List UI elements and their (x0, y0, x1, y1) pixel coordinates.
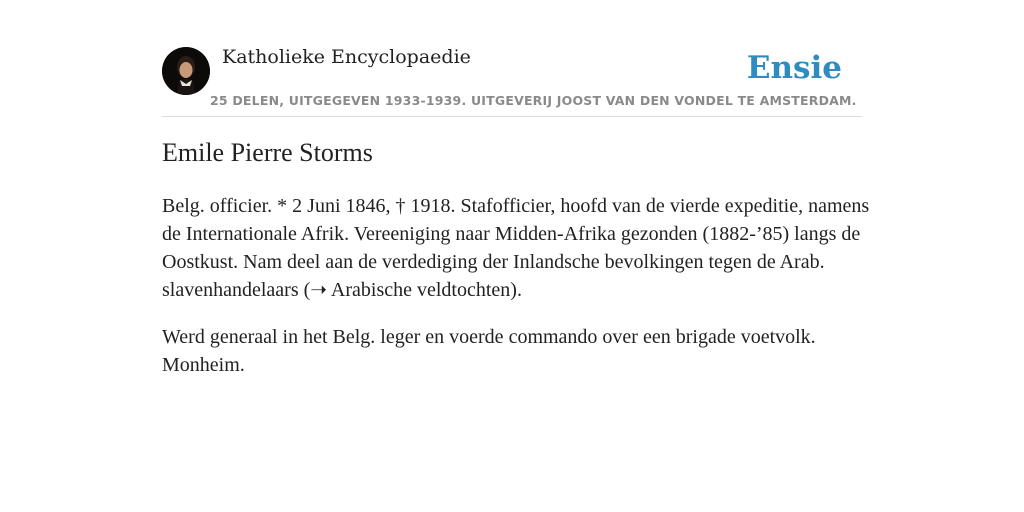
article-title: Emile Pierre Storms (162, 138, 373, 167)
article-body (162, 192, 874, 398)
portrait-icon (162, 47, 210, 95)
site-header (162, 46, 862, 117)
brand-logo-link[interactable]: Ensie (746, 50, 842, 86)
publication-avatar[interactable] (162, 47, 210, 95)
publication-title-link[interactable]: Katholieke Encyclopaedie (222, 46, 471, 68)
publication-subtitle: 25 DELEN, UITGEGEVEN 1933-1939. UITGEVERIJ JOOST VAN DEN VONDEL TE AMSTERDAM. (210, 93, 857, 108)
article-paragraph: Belg. officier. * 2 Juni 1846, † 1918. Stafofficier, hoofd van de vierde expeditie, namens de Internationale Afrik. Vereeniging naar Midden-Afrika gezonden (1882-’85) langs de Oostkust. Nam deel aan de verdediging der Inlandsche bevolkingen tegen de Arab. slavenhandelaars (➝ Arabische veldtochten). (162, 195, 870, 301)
article-paragraph: Werd generaal in het Belg. leger en voerde commando over een brigade voetvolk. Monheim. (162, 326, 816, 376)
